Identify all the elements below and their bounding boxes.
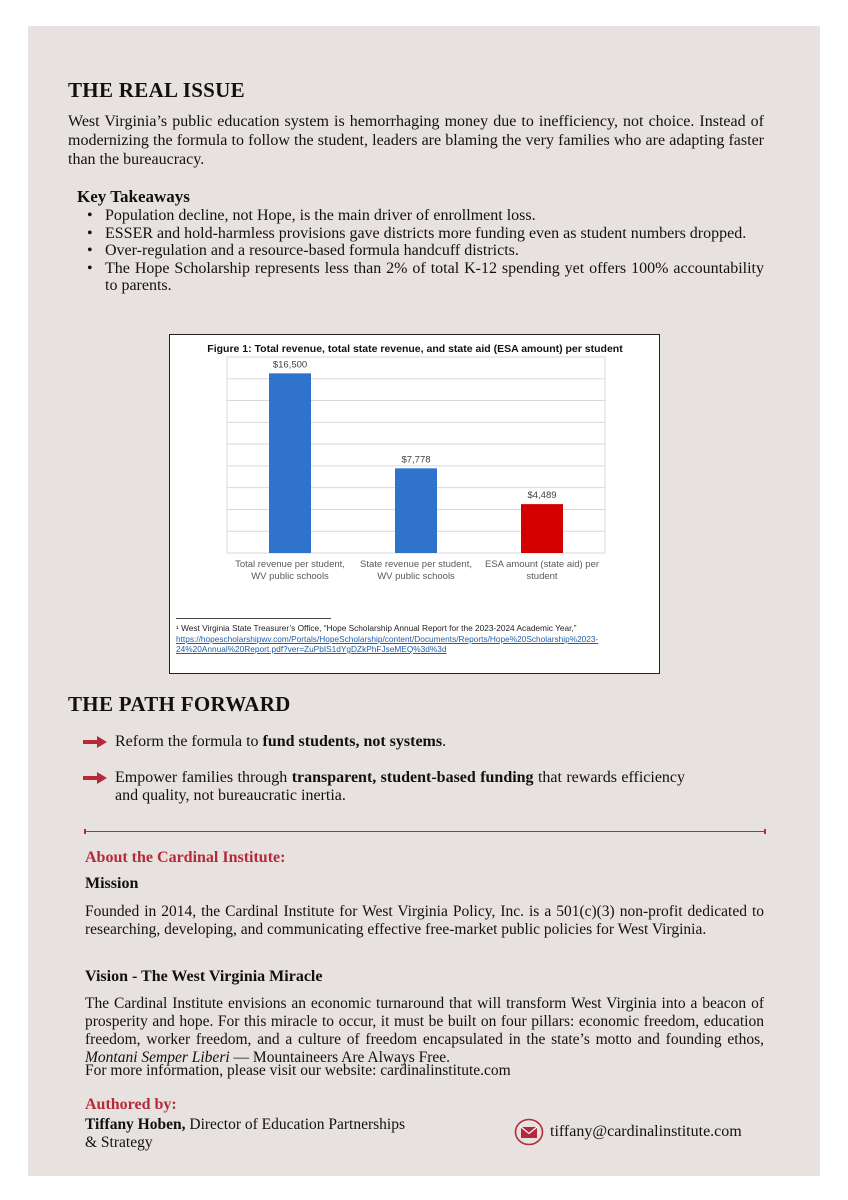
mission-title: Mission — [85, 875, 139, 892]
data-label: $4,489 — [527, 490, 557, 502]
list-item-text: ESSER and hold-harmless provisions gave districts more funding even as student numbers dropped. — [105, 224, 747, 242]
footnote-url-line-2[interactable]: 24%20Annual%20Report.pdf?ver=ZuPbIS1dYgDZkPhFJseMEQ%3d%3d — [176, 644, 447, 654]
category-label: WV public schools — [251, 571, 329, 582]
more-info-text: For more information, please visit our website: cardinalinstitute.com — [85, 1062, 511, 1079]
vision-text-body: The Cardinal Institute envisions an economic turnaround that will transform West Virginia into a beacon of prosperity and hope. For this miracle to occur, it must be built on four pillars: economic freedom, education freedom, worker freedom, and a culture of freedom encapsulated in the state’s motto and founding ethos, — [85, 995, 764, 1048]
path-item-1-text: Reform the formula to — [115, 733, 263, 750]
bullet-icon: • — [87, 242, 93, 259]
category-label: ESA amount (state aid) per — [484, 559, 600, 570]
figure-box — [169, 334, 660, 674]
list-item — [80, 225, 764, 243]
list-item-text: The Hope Scholarship represents less than 2% of total K-12 spending yet offers 100% accountability to parents. — [105, 259, 764, 294]
path-item-1-end: . — [442, 733, 447, 750]
author-name: Tiffany Hoben, — [85, 1116, 186, 1133]
author-info — [85, 1116, 465, 1152]
bar-chart — [170, 335, 661, 665]
key-takeaways-title: Key Takeaways — [77, 187, 190, 206]
footnote-citation: ¹ West Virginia State Treasurer’s Office, “Hope Scholarship Annual Report for the 2023-2024 Academic Year,” — [176, 623, 577, 633]
author-role-cont: & Strategy — [85, 1134, 153, 1151]
bullet-icon: • — [87, 259, 93, 277]
category-label: student — [526, 571, 558, 582]
category-label: State revenue per student, — [360, 559, 472, 570]
bullet-icon: • — [87, 224, 93, 242]
authored-by-label: Authored by: — [85, 1096, 177, 1113]
real-issue-paragraph: West Virginia’s public education system is hemorrhaging money due to inefficiency, not choice. Instead of modernizing the formula to follow the student, leaders are blaming the very families who are adapting faster than the bureaucracy. — [68, 113, 764, 168]
mission-text: Founded in 2014, the Cardinal Institute for West Virginia Policy, Inc. is a 501(c)(3) non-profit dedicated to researching, developing, and communicating effective free-market public policies for West Virginia. — [85, 903, 764, 938]
path-item-2-text: Empower families through — [115, 769, 292, 786]
about-heading: About the Cardinal Institute: — [85, 849, 286, 866]
path-item-2 — [82, 769, 685, 805]
state-motto: Montani Semper Liberi — [85, 1049, 230, 1066]
figure-footnote — [176, 623, 598, 655]
vision-text-end: — Mountaineers Are Always Free. — [229, 1049, 451, 1066]
email-contact[interactable] — [514, 1118, 742, 1146]
category-label: WV public schools — [377, 571, 455, 582]
path-item-2-end: that rewards efficiency and quality, not bureaucratic inertia. — [115, 769, 686, 804]
footnote-url-line-1[interactable]: https://hopescholarshipwv.com/Portals/HopeScholarship/content/Documents/Reports/Hope%20Scholarship%2023- — [176, 633, 599, 644]
vision-text — [85, 995, 764, 1067]
bar — [395, 468, 437, 553]
email-icon — [514, 1118, 544, 1146]
path-item-1 — [82, 733, 722, 751]
arrow-right-icon — [82, 733, 108, 751]
section-divider — [86, 831, 764, 832]
path-forward-heading: THE PATH FORWARD — [68, 692, 291, 716]
email-address[interactable]: tiffany@cardinalinstitute.com — [550, 1123, 742, 1140]
list-item-text: Over-regulation and a resource-based formula handcuff districts. — [105, 242, 519, 259]
vision-title: Vision - The West Virginia Miracle — [85, 968, 323, 985]
category-label: Total revenue per student, — [235, 559, 345, 570]
list-item-text: Population decline, not Hope, is the main driver of enrollment loss. — [105, 207, 536, 224]
bar — [521, 504, 563, 553]
bullet-icon: • — [87, 207, 93, 224]
data-label: $7,778 — [401, 454, 431, 466]
footnote-rule — [176, 618, 331, 619]
path-item-2-emphasis: transparent, student-based funding — [291, 769, 534, 786]
bar — [269, 373, 311, 553]
list-item — [80, 260, 764, 295]
path-item-1-emphasis: fund students, not systems — [262, 733, 443, 750]
author-role: Director of Education Partnerships — [185, 1116, 406, 1133]
list-item — [80, 207, 764, 225]
real-issue-heading: THE REAL ISSUE — [68, 78, 245, 102]
arrow-right-icon — [82, 769, 108, 787]
chart-title: Figure 1: Total revenue, total state revenue, and state aid (ESA amount) per student — [207, 343, 623, 355]
key-takeaways-list — [80, 207, 764, 295]
data-label: $16,500 — [272, 359, 308, 371]
list-item — [80, 242, 764, 260]
